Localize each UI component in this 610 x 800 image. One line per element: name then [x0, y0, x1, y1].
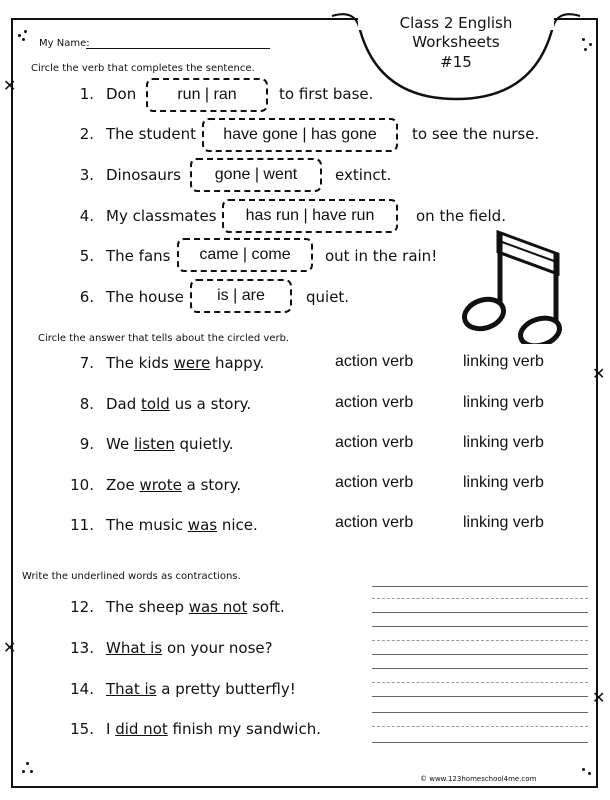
x-mark-icon: ✕ [592, 688, 606, 707]
sentence-start: Dinosaurs [106, 166, 181, 184]
item-number: 5. [79, 247, 94, 265]
sentence-start: The fans [106, 247, 171, 265]
worksheet-number: #15 [440, 53, 472, 71]
sentence-end: to first base. [279, 85, 374, 103]
sentence-start: The house [106, 288, 184, 306]
item-number: 9. [79, 435, 94, 453]
sentence-start: The student [106, 125, 197, 143]
writing-guide-line [372, 640, 588, 641]
writing-line[interactable] [372, 654, 588, 655]
verb-choice-box[interactable]: has run | have run [222, 199, 398, 233]
item-number: 10. [70, 476, 94, 494]
sentence-start: Don [106, 85, 137, 103]
writing-line[interactable] [372, 742, 588, 743]
option-action-verb[interactable]: action verb [335, 353, 414, 370]
corner-dot [589, 43, 592, 46]
sentence: What is on your nose? [106, 639, 273, 657]
item-number: 3. [79, 166, 94, 184]
verb-choice-box[interactable]: gone | went [190, 158, 322, 192]
writing-line[interactable] [372, 626, 588, 627]
name-line[interactable] [86, 48, 270, 49]
section1-instruction: Circle the verb that completes the sentence. [31, 63, 255, 74]
verb-choice-box[interactable]: have gone | has gone [202, 118, 398, 152]
sentence: I did not finish my sandwich. [106, 720, 321, 738]
underlined-words: What is [106, 639, 163, 657]
option-linking-verb[interactable]: linking verb [463, 353, 544, 370]
item-number: 13. [70, 639, 94, 657]
item-number: 11. [70, 516, 94, 534]
target-verb[interactable]: were [173, 354, 211, 372]
item-number: 7. [79, 354, 94, 372]
corner-dot [22, 38, 25, 41]
footer-copyright: © www.123homeschool4me.com [420, 775, 537, 783]
corner-dot [18, 34, 21, 37]
item-number: 8. [79, 395, 94, 413]
corner-dot [26, 762, 29, 765]
corner-dot [30, 770, 33, 773]
writing-guide-line [372, 682, 588, 683]
sentence: Dad told us a story. [106, 395, 252, 413]
music-note-icon [458, 226, 570, 344]
writing-line[interactable] [372, 586, 588, 587]
target-verb[interactable]: wrote [139, 476, 182, 494]
sentence-end: to see the nurse. [412, 125, 540, 143]
sentence-end: quiet. [306, 288, 350, 306]
sentence-end: on the field. [416, 207, 506, 225]
item-number: 6. [79, 288, 94, 306]
sentence-end: extinct. [335, 166, 392, 184]
option-action-verb[interactable]: action verb [335, 434, 414, 451]
verb-choice-box[interactable]: came | come [177, 238, 313, 272]
name-label: My Name: [39, 38, 90, 49]
option-action-verb[interactable]: action verb [335, 474, 414, 491]
writing-line[interactable] [372, 712, 588, 713]
corner-dot [584, 48, 587, 51]
sentence: Zoe wrote a story. [106, 476, 242, 494]
item-number: 12. [70, 598, 94, 616]
sentence-start: My classmates [106, 207, 217, 225]
corner-dot [588, 772, 591, 775]
writing-guide-line [372, 598, 588, 599]
item-number: 2. [79, 125, 94, 143]
x-mark-icon: ✕ [592, 364, 606, 383]
underlined-words: was not [188, 598, 248, 616]
writing-line[interactable] [372, 612, 588, 613]
item-number: 4. [79, 207, 94, 225]
corner-dot [582, 38, 585, 41]
x-mark-icon: ✕ [3, 638, 17, 657]
corner-dot [24, 30, 27, 33]
target-verb[interactable]: was [187, 516, 218, 534]
sentence: The kids were happy. [106, 354, 265, 372]
option-linking-verb[interactable]: linking verb [463, 514, 544, 531]
header-line1: Class 2 English [399, 14, 513, 32]
header-line2: Worksheets [412, 33, 500, 51]
x-mark-icon: ✕ [3, 76, 17, 95]
sentence: The music was nice. [106, 516, 258, 534]
option-linking-verb[interactable]: linking verb [463, 474, 544, 491]
sentence: The sheep was not soft. [106, 598, 285, 616]
verb-choice-box[interactable]: is | are [190, 279, 292, 313]
option-action-verb[interactable]: action verb [335, 394, 414, 411]
target-verb[interactable]: listen [133, 435, 175, 453]
sentence: That is a pretty butterfly! [106, 680, 296, 698]
option-action-verb[interactable]: action verb [335, 514, 414, 531]
item-number: 1. [79, 85, 94, 103]
option-linking-verb[interactable]: linking verb [463, 434, 544, 451]
writing-line[interactable] [372, 668, 588, 669]
sentence-end: out in the rain! [325, 247, 438, 265]
section3-instruction: Write the underlined words as contractions. [22, 571, 241, 582]
option-linking-verb[interactable]: linking verb [463, 394, 544, 411]
item-number: 15. [70, 720, 94, 738]
verb-choice-box[interactable]: run | ran [146, 78, 268, 112]
underlined-words: did not [115, 720, 168, 738]
section2-instruction: Circle the answer that tells about the circled verb. [38, 333, 290, 344]
corner-dot [582, 768, 585, 771]
underlined-words: That is [106, 680, 157, 698]
writing-guide-line [372, 726, 588, 727]
item-number: 14. [70, 680, 94, 698]
corner-dot [22, 770, 25, 773]
writing-line[interactable] [372, 696, 588, 697]
sentence: We listen quietly. [106, 435, 234, 453]
target-verb[interactable]: told [141, 395, 170, 413]
